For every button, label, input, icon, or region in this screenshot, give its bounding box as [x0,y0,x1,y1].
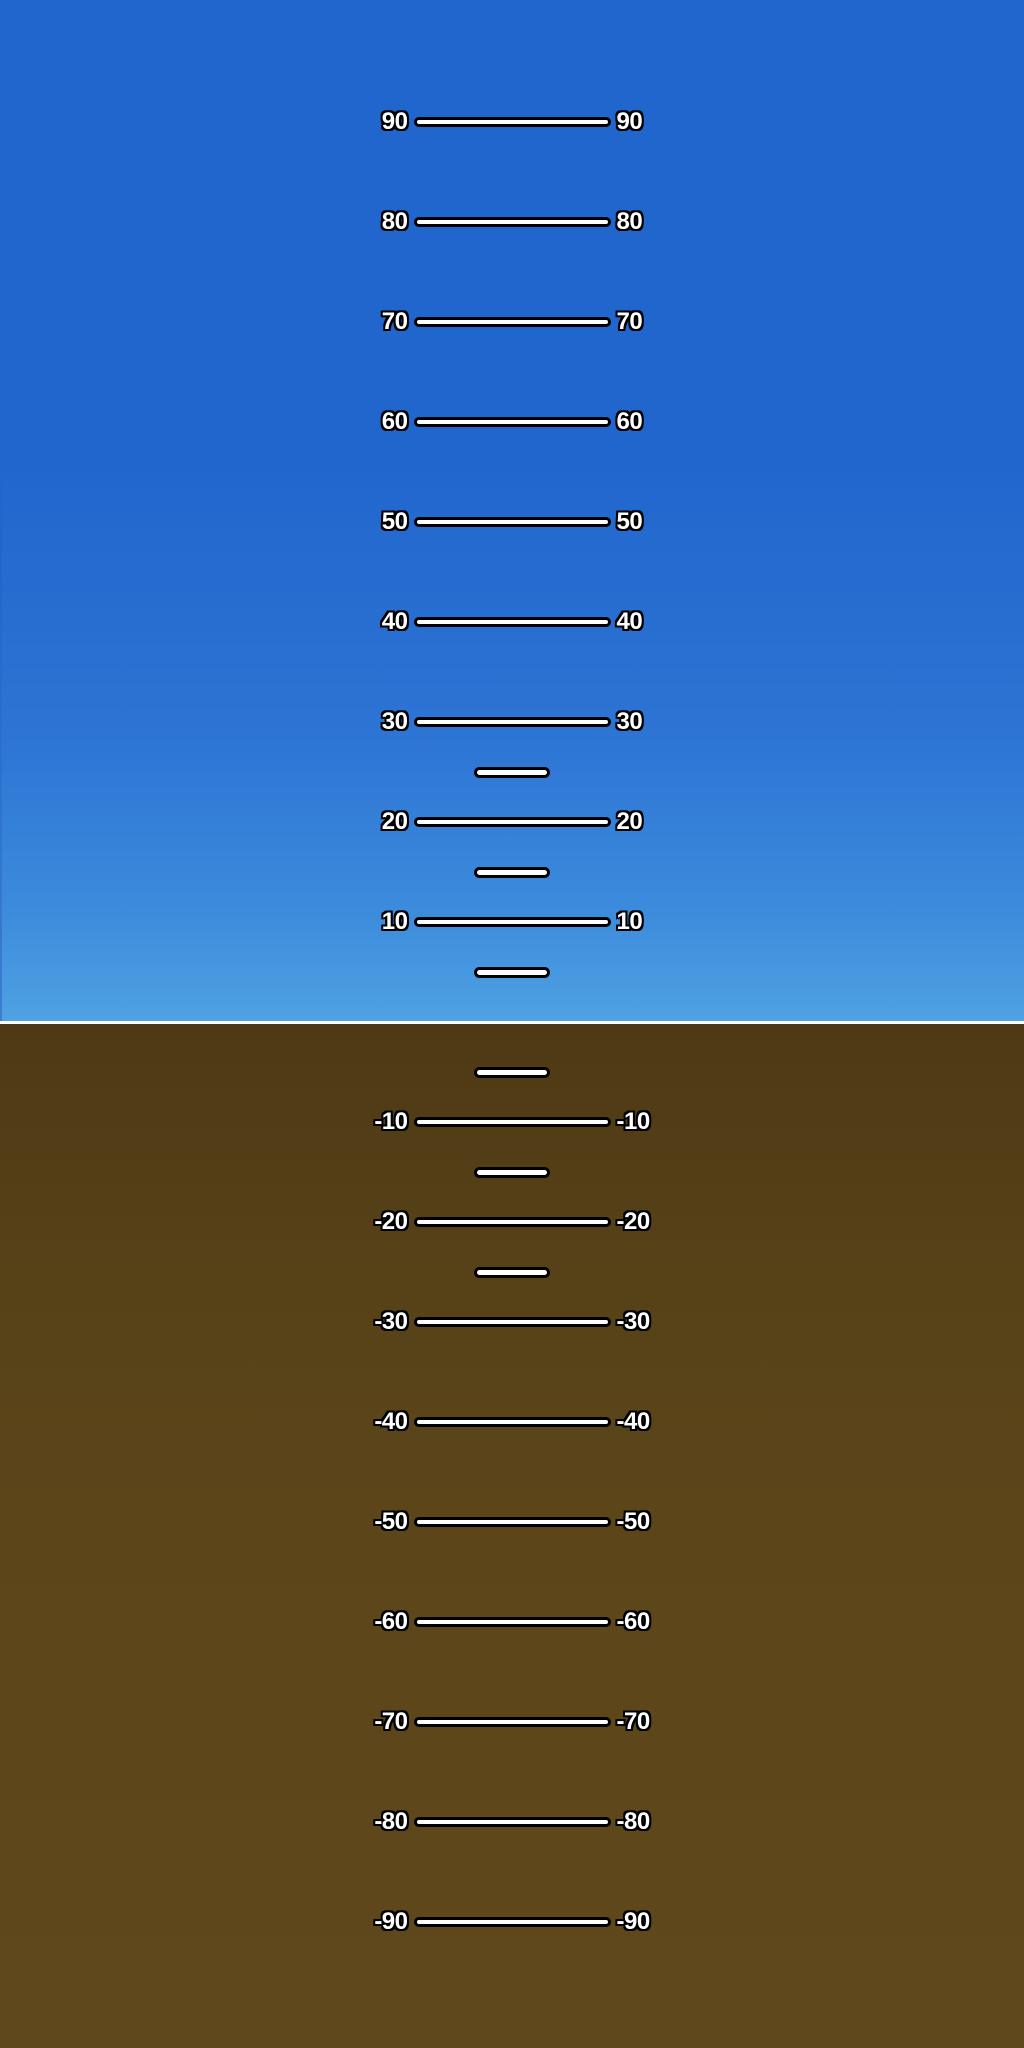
pitch-line-row-80 [0,205,1024,239]
pitch-minor-row--5 [0,1055,1024,1089]
pitch-line-minor [474,867,550,878]
pitch-label-left: -80 [374,1808,408,1835]
pitch-label-left: 40 [381,608,408,635]
pitch-label-left: 50 [381,508,408,535]
pitch-line-row-30 [0,705,1024,739]
pitch-line-row--20 [0,1205,1024,1239]
pitch-label-left: -20 [374,1208,408,1235]
pitch-line-minor [474,1267,550,1278]
pitch-line-major [414,1417,611,1427]
pitch-line-major [414,817,611,827]
pitch-line-minor [474,767,550,778]
pitch-line-major [414,917,611,927]
pitch-label-right: 90 [616,108,643,135]
pitch-line-major [414,1217,611,1227]
pitch-line-major [414,1817,611,1827]
pitch-line-row--70 [0,1705,1024,1739]
pitch-label-left: -30 [374,1308,408,1335]
pitch-label-right: 10 [616,908,643,935]
pitch-label-left: -60 [374,1608,408,1635]
pitch-line-major [414,1717,611,1727]
pitch-line-row--10 [0,1105,1024,1139]
pitch-label-left: -50 [374,1508,408,1535]
pitch-label-right: -10 [616,1108,650,1135]
pitch-label-right: -70 [616,1708,650,1735]
pitch-label-right: -50 [616,1508,650,1535]
pitch-line-minor [474,967,550,978]
pitch-line-row--80 [0,1805,1024,1839]
pitch-label-right: -40 [616,1408,650,1435]
pitch-label-right: -60 [616,1608,650,1635]
pitch-label-right: -30 [616,1308,650,1335]
pitch-line-row--30 [0,1305,1024,1339]
pitch-minor-row-5 [0,955,1024,989]
pitch-line-major [414,1317,611,1327]
pitch-label-left: -70 [374,1708,408,1735]
pitch-label-right: 50 [616,508,643,535]
pitch-line-row--90 [0,1905,1024,1939]
pitch-line-major [414,1617,611,1627]
pitch-label-left: 30 [381,708,408,735]
pitch-line-row-60 [0,405,1024,439]
pitch-label-left: 70 [381,308,408,335]
pitch-line-major [414,217,611,227]
pitch-label-right: -90 [616,1908,650,1935]
pitch-line-major [414,117,611,127]
pitch-line-row-20 [0,805,1024,839]
pitch-line-major [414,1517,611,1527]
pitch-line-row-90 [0,105,1024,139]
pitch-line-row-40 [0,605,1024,639]
pitch-label-left: 60 [381,408,408,435]
pitch-line-row--50 [0,1505,1024,1539]
pitch-label-left: -90 [374,1908,408,1935]
pitch-label-right: 70 [616,308,643,335]
pitch-line-major [414,1117,611,1127]
pitch-minor-row--15 [0,1155,1024,1189]
pitch-label-left: 90 [381,108,408,135]
pitch-label-left: 20 [381,808,408,835]
pitch-label-left: 80 [381,208,408,235]
pitch-line-major [414,1917,611,1927]
pitch-line-row-10 [0,905,1024,939]
pitch-line-row--40 [0,1405,1024,1439]
pitch-line-minor [474,1067,550,1078]
pitch-line-major [414,717,611,727]
pitch-line-row-70 [0,305,1024,339]
pitch-label-right: 80 [616,208,643,235]
pitch-label-right: 60 [616,408,643,435]
pitch-line-major [414,517,611,527]
pitch-line-major [414,317,611,327]
pitch-line-major [414,617,611,627]
pitch-label-left: -10 [374,1108,408,1135]
pitch-label-left: -40 [374,1408,408,1435]
pitch-line-major [414,417,611,427]
pitch-label-left: 10 [381,908,408,935]
pitch-label-right: 30 [616,708,643,735]
pitch-label-right: 20 [616,808,643,835]
pitch-label-right: -20 [616,1208,650,1235]
pitch-label-right: 40 [616,608,643,635]
pitch-label-right: -80 [616,1808,650,1835]
pitch-line-minor [474,1167,550,1178]
pitch-minor-row--25 [0,1255,1024,1289]
pitch-minor-row-15 [0,855,1024,889]
pitch-line-row--60 [0,1605,1024,1639]
pitch-minor-row-25 [0,755,1024,789]
pitch-line-row-50 [0,505,1024,539]
